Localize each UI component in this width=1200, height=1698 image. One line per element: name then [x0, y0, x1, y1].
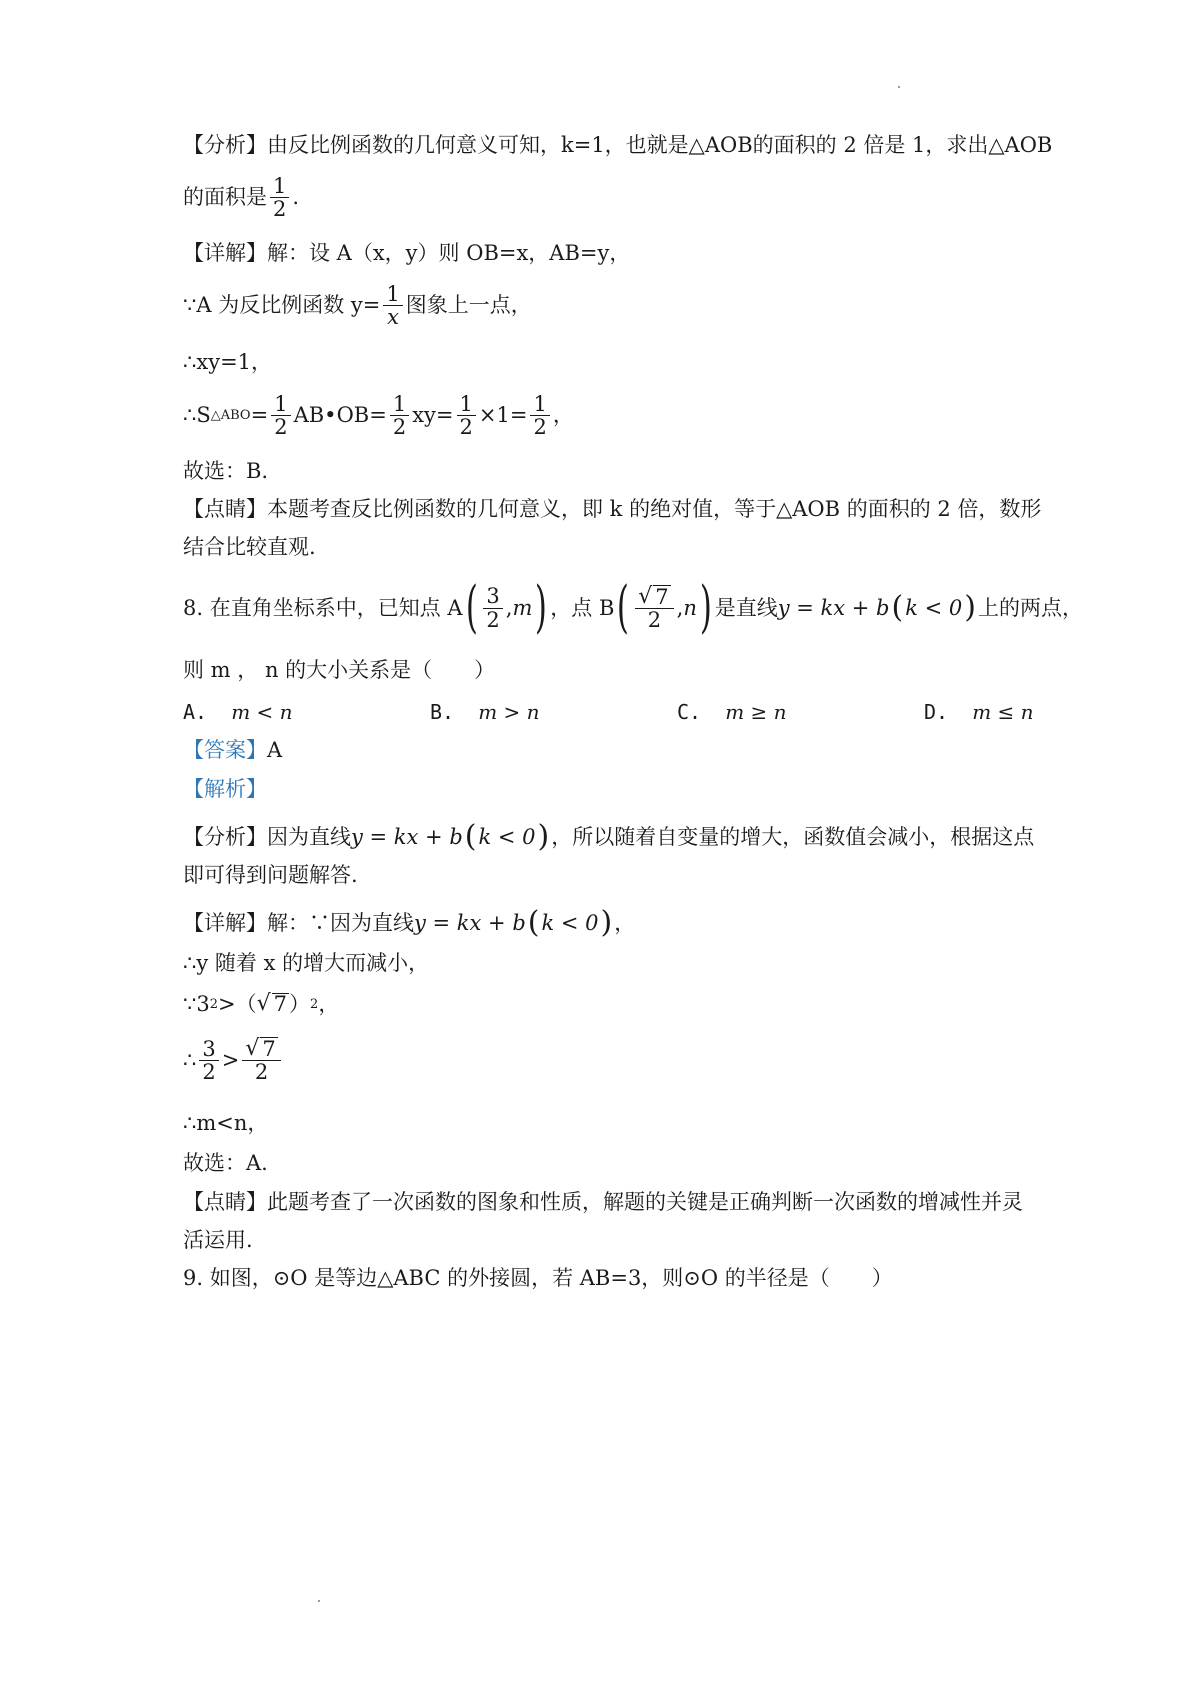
option-c[interactable] — [677, 700, 787, 724]
q8-stem-line2 — [183, 660, 1050, 681]
fraction-numerator: 1 — [457, 393, 476, 416]
fraction-one-half — [270, 175, 289, 220]
pointB-x-fraction — [635, 585, 673, 631]
q8-stem-text2: 则 m ， n 的大小关系是（ ） — [183, 658, 496, 682]
q8-stem-line1: 8. 在直角坐标系中，已知点 A ( $\frac{3}{2}$ , m ) ，点 B ( √ 7 2 , n ) 是直线 y = kx + b ( k < 0 ) 上的两点， — [183, 575, 1083, 640]
fraction-denominator: 2 — [392, 415, 407, 440]
q8-detail-line1: 【详解】解：∵因为直线 y = kx + b ( k < 0 ) ， — [183, 905, 636, 940]
q7-analysis-text2: 的面积是 — [183, 185, 267, 210]
exponent: 2 — [310, 996, 319, 1012]
sqrt-symbol: √ 7 — [256, 991, 288, 1016]
line-equation: y = kx + b — [777, 595, 890, 620]
equals: = — [250, 403, 269, 428]
line-condition: k < 0 — [541, 910, 599, 935]
q8-stem-post: 是直线 — [714, 595, 778, 620]
q7-choice-text: 故选：B. — [183, 459, 269, 483]
q8-detail-text: 【详解】解：∵因为直线 — [183, 910, 414, 935]
answer-tag: 【答案】 — [183, 738, 267, 762]
ab-ob-term: AB•OB= — [293, 403, 387, 428]
q7-detail-text3: ∴xy=1， — [183, 350, 273, 374]
right-paren: ) — [535, 575, 548, 640]
fraction-denominator: 2 — [647, 608, 662, 633]
option-label: A. — [183, 700, 208, 724]
q7-detail-line1 — [183, 243, 1050, 264]
q7-comment-text2: 结合比较直观. — [183, 535, 316, 559]
q7-analysis-text: 【分析】由反比例函数的几何意义可知，k=1，也就是△AOB的面积的 2 倍是 1，求出△AOB — [183, 133, 1053, 157]
exponent: 2 — [209, 996, 219, 1012]
fraction-half-4 — [530, 393, 549, 438]
q8-choice — [183, 1153, 1050, 1174]
comma: ， — [614, 910, 636, 935]
area-subscript: △ABO — [210, 408, 251, 424]
fraction-half-3 — [457, 393, 476, 438]
fraction-numerator: 1 — [271, 393, 290, 416]
line-equation: y = kx + b — [414, 910, 526, 935]
fraction-numerator: 1 — [390, 393, 409, 416]
close-paren: ） — [289, 991, 311, 1016]
q7-comment-line2 — [183, 537, 1050, 558]
fraction-denominator: 2 — [254, 1060, 269, 1085]
answer-value: A — [267, 738, 283, 762]
fraction-numerator — [242, 1037, 280, 1061]
fraction-half-2 — [390, 393, 409, 438]
q8-analysis-line2 — [183, 865, 1050, 886]
comma: ， — [552, 403, 574, 428]
q7-detail-text2: ∵A 为反比例函数 y= — [183, 293, 381, 318]
period: . — [292, 185, 300, 210]
q8-detail-text2: ∴y 随着 x 的增大而减小， — [183, 951, 430, 975]
q8-comment-text2: 活运用. — [183, 1228, 253, 1252]
fraction-sqrt7-half — [242, 1037, 280, 1083]
q7-comment-text: 【点睛】本题考查反比例函数的几何意义，即 k 的绝对值，等于△AOB 的面积的 2 倍，数形 — [183, 497, 1042, 521]
q8-analysis-text-b: ，所以随着自变量的增大，函数值会减小，根据这点 — [551, 824, 1035, 849]
q7-detail-line2 — [183, 283, 1050, 328]
q7-choice — [183, 461, 1050, 482]
scan-speck — [898, 86, 900, 88]
gt-open: >（ — [218, 991, 257, 1016]
q7-detail-text2b: 图象上一点， — [405, 293, 532, 318]
therefore: ∴ — [183, 1047, 197, 1072]
fraction-denominator: 2 — [486, 607, 500, 632]
option-label: B. — [430, 700, 455, 724]
q8-comment-line1 — [183, 1192, 1050, 1213]
radicand: 7 — [262, 1037, 276, 1061]
analysis-tag: 【解析】 — [183, 777, 267, 801]
fraction-one-over-x — [383, 283, 402, 328]
option-expr: m ≥ n — [725, 700, 787, 724]
option-label: C. — [677, 700, 702, 724]
pointA-y: m — [512, 595, 533, 620]
option-b[interactable] — [430, 700, 540, 724]
fraction-denominator: 2 — [273, 197, 287, 222]
q8-detail-line2 — [183, 953, 1050, 974]
times-one: ×1= — [478, 403, 528, 428]
sqrt-symbol: √ 7 — [245, 1036, 276, 1061]
q7-analysis-line2 — [183, 175, 1050, 220]
q7-comment-line1 — [183, 499, 1050, 520]
q8-detail-line3 — [183, 993, 1050, 1015]
fraction-denominator: x — [387, 305, 399, 330]
xy-term: xy= — [412, 403, 454, 428]
q8-analysis-tag — [183, 779, 1050, 800]
fraction-numerator: 1 — [270, 175, 289, 198]
q8-comment-text: 【点睛】此题考查了一次函数的图象和性质，解题的关键是正确判断一次函数的增减性并灵 — [183, 1190, 1023, 1214]
q8-comment-line2 — [183, 1230, 1050, 1251]
q8-analysis-text2: 即可得到问题解答. — [183, 863, 358, 887]
pointB-y: n — [683, 595, 697, 620]
fraction-numerator: 1 — [383, 283, 402, 306]
three: ∵3 — [183, 991, 210, 1016]
fraction-denominator: 2 — [459, 415, 473, 440]
fraction-numerator: 1 — [530, 393, 549, 416]
q7-analysis-line1 — [183, 133, 1053, 157]
q8-analysis-line1: 【分析】因为直线 y = kx + b ( k < 0 ) ，所以随着自变量的增大，函数值会减小，根据这点 — [183, 819, 1035, 854]
q9-stem-text: 9. 如图，⊙O 是等边△ABC 的外接圆，若 AB=3，则⊙O 的半径是（ ） — [183, 1266, 893, 1290]
q8-choice-text: 故选：A. — [183, 1151, 268, 1175]
fraction-three-halves — [199, 1038, 218, 1083]
fraction-denominator: 2 — [533, 415, 547, 440]
fraction-numerator: 3 — [199, 1038, 218, 1061]
option-a[interactable] — [183, 700, 293, 724]
area-symbol: ∴S — [183, 403, 211, 428]
q8-detail-line4 — [183, 1037, 1050, 1083]
comma: ， — [318, 991, 340, 1016]
q8-stem-post-b: 上的两点， — [977, 595, 1083, 620]
q7-detail-text: 【详解】解：设 A（x，y）则 OB=x，AB=y， — [183, 241, 631, 265]
q8-detail-line5 — [183, 1113, 1050, 1134]
q9-stem — [183, 1268, 1050, 1289]
q8-analysis-text: 【分析】因为直线 — [183, 824, 351, 849]
q7-detail-line4 — [183, 393, 1050, 438]
option-d[interactable] — [924, 700, 1034, 724]
pointA-x-fraction — [483, 585, 502, 630]
greater-than: > — [221, 1047, 240, 1072]
fraction-denominator: 2 — [274, 415, 288, 440]
radicand: 7 — [655, 584, 669, 609]
left-paren: ( — [465, 575, 478, 640]
fraction-numerator: 3 — [483, 585, 502, 608]
scan-speck — [318, 1600, 320, 1602]
fraction-half-1 — [271, 393, 290, 438]
option-expr: m > n — [478, 700, 540, 724]
sqrt-symbol: √ 7 — [638, 583, 669, 609]
q8-detail-text5: ∴m<n， — [183, 1111, 269, 1135]
right-paren: ) — [699, 575, 712, 640]
radicand: 7 — [273, 992, 288, 1016]
line-equation: y = kx + b — [351, 824, 463, 849]
fraction-numerator — [635, 585, 673, 609]
option-expr: m ≤ n — [972, 700, 1034, 724]
line-condition: k < 0 — [905, 595, 963, 620]
q8-answer — [183, 740, 1050, 761]
option-label: D. — [924, 700, 949, 724]
line-condition: k < 0 — [478, 824, 536, 849]
q8-stem-mid: ，点 B — [550, 595, 615, 620]
fraction-denominator: 2 — [202, 1059, 216, 1084]
q7-detail-line3 — [183, 352, 1050, 373]
option-expr: m < n — [231, 700, 293, 724]
left-paren: ( — [617, 575, 630, 640]
q8-stem-text: 8. 在直角坐标系中，已知点 A — [183, 595, 463, 620]
